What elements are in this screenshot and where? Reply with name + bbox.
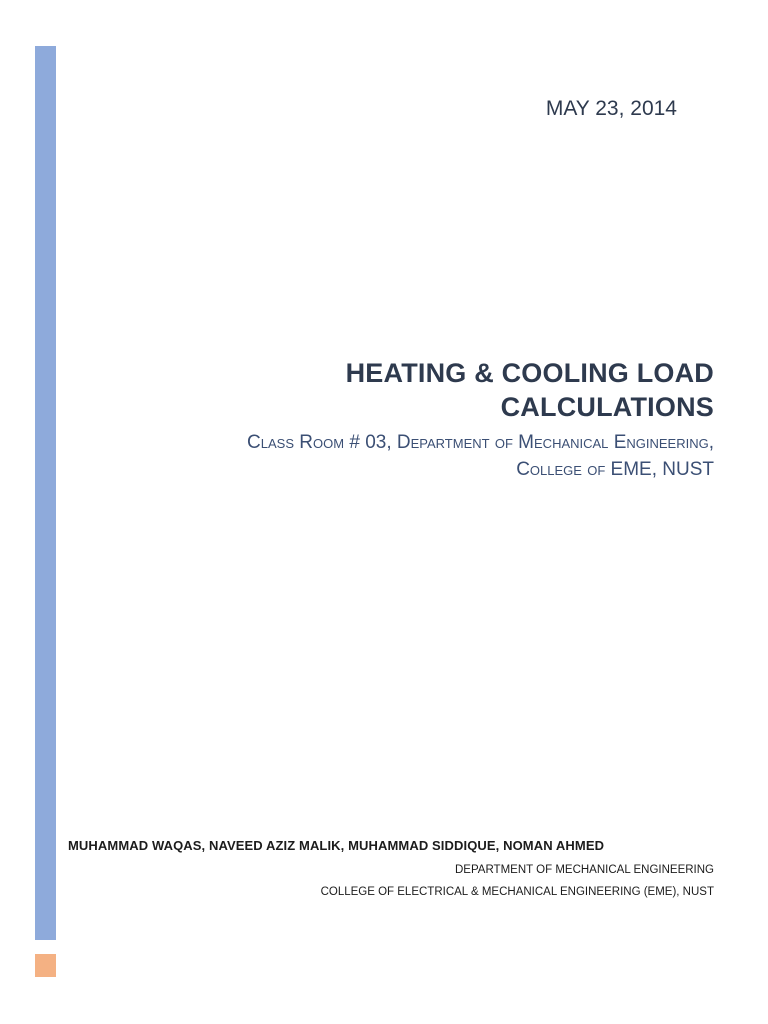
decorative-side-bar: [35, 46, 56, 940]
title-block: [154, 356, 714, 483]
document-title-line-2: CALCULATIONS: [500, 392, 714, 422]
department-name: DEPARTMENT OF MECHANICAL ENGINEERING: [455, 864, 714, 876]
college-name: COLLEGE OF ELECTRICAL & MECHANICAL ENGINEERING (EME), NUST: [320, 886, 714, 898]
subtitle-block: [154, 429, 714, 483]
authors-list: MUHAMMAD WAQAS, NAVEED AZIZ MALIK, MUHAMMAD SIDDIQUE, NOMAN AHMED: [68, 838, 605, 853]
document-subtitle-line-1: Class Room # 03, Department of Mechanical Engineering,: [247, 432, 714, 453]
document-subtitle-line-2: College of EME, NUST: [516, 459, 714, 480]
decorative-side-block: [35, 954, 56, 977]
document-date: MAY 23, 2014: [545, 97, 677, 120]
document-title-line-1: HEATING & COOLING LOAD: [345, 358, 714, 388]
